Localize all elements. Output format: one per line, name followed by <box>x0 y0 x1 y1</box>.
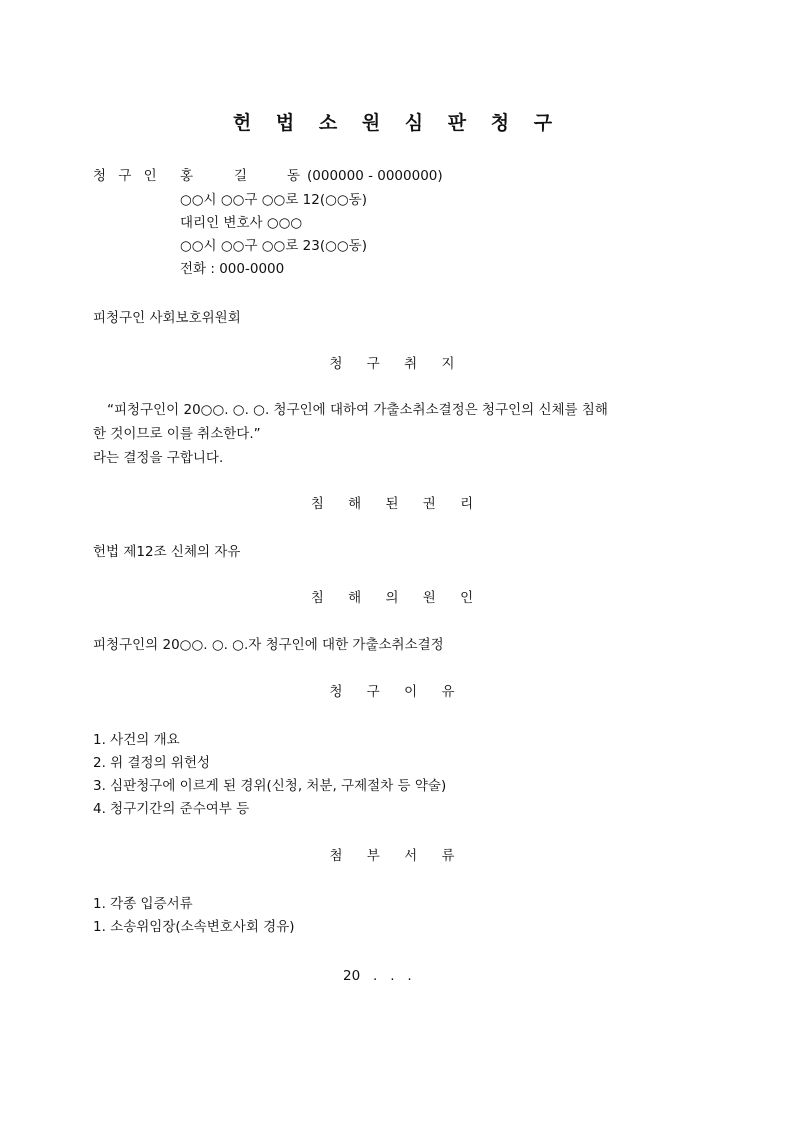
rights-heading: 침 해 된 권 리 <box>310 496 484 512</box>
reasons-item: 4. 청구기간의 준수여부 등 <box>93 801 250 817</box>
cause-heading: 침 해 의 원 인 <box>310 590 484 606</box>
document-title: 헌 법 소 원 심 판 청 구 <box>232 112 562 134</box>
attachments-heading: 첨 부 서 류 <box>329 848 465 864</box>
claimant-address: ○○시 ○○구 ○○로 12(○○동) <box>180 192 367 208</box>
claimant-label: 청 구 인 <box>93 168 161 184</box>
document-date: 20 . . . <box>343 968 412 984</box>
claimant-id-number: (000000 - 0000000) <box>307 168 443 184</box>
claimant-name-part-3: 동 <box>287 168 301 184</box>
rights-text: 헌법 제12조 신체의 자유 <box>93 544 241 560</box>
purpose-line-3: 라는 결정을 구합니다. <box>93 450 224 466</box>
attorney-address: ○○시 ○○구 ○○로 23(○○동) <box>180 238 367 254</box>
purpose-heading: 청 구 취 지 <box>329 356 465 372</box>
attachment-item: 1. 각종 입증서류 <box>93 896 193 912</box>
attachment-item: 1. 소송위임장(소속변호사회 경유) <box>93 919 295 935</box>
cause-text: 피청구인의 20○○. ○. ○.자 청구인에 대한 가출소취소결정 <box>93 637 444 653</box>
claimant-name-part-1: 홍 <box>180 168 194 184</box>
reasons-heading: 청 구 이 유 <box>329 684 465 700</box>
respondent: 피청구인 사회보호위원회 <box>93 310 241 326</box>
reasons-item: 3. 심판청구에 이르게 된 경위(신청, 처분, 구제절차 등 약술) <box>93 778 447 794</box>
reasons-item: 2. 위 결정의 위헌성 <box>93 755 211 771</box>
claimant-name-part-2: 길 <box>234 168 248 184</box>
claimant-attorney: 대리인 변호사 ○○○ <box>180 215 303 231</box>
purpose-line-2: 한 것이므로 이를 취소한다.” <box>93 426 261 442</box>
purpose-line-1: “피청구인이 20○○. ○. ○. 청구인에 대하여 가출소취소결정은 청구인의 신체를 침해 <box>107 402 608 418</box>
attorney-phone: 전화 : 000-0000 <box>180 261 285 277</box>
reasons-item: 1. 사건의 개요 <box>93 732 180 748</box>
